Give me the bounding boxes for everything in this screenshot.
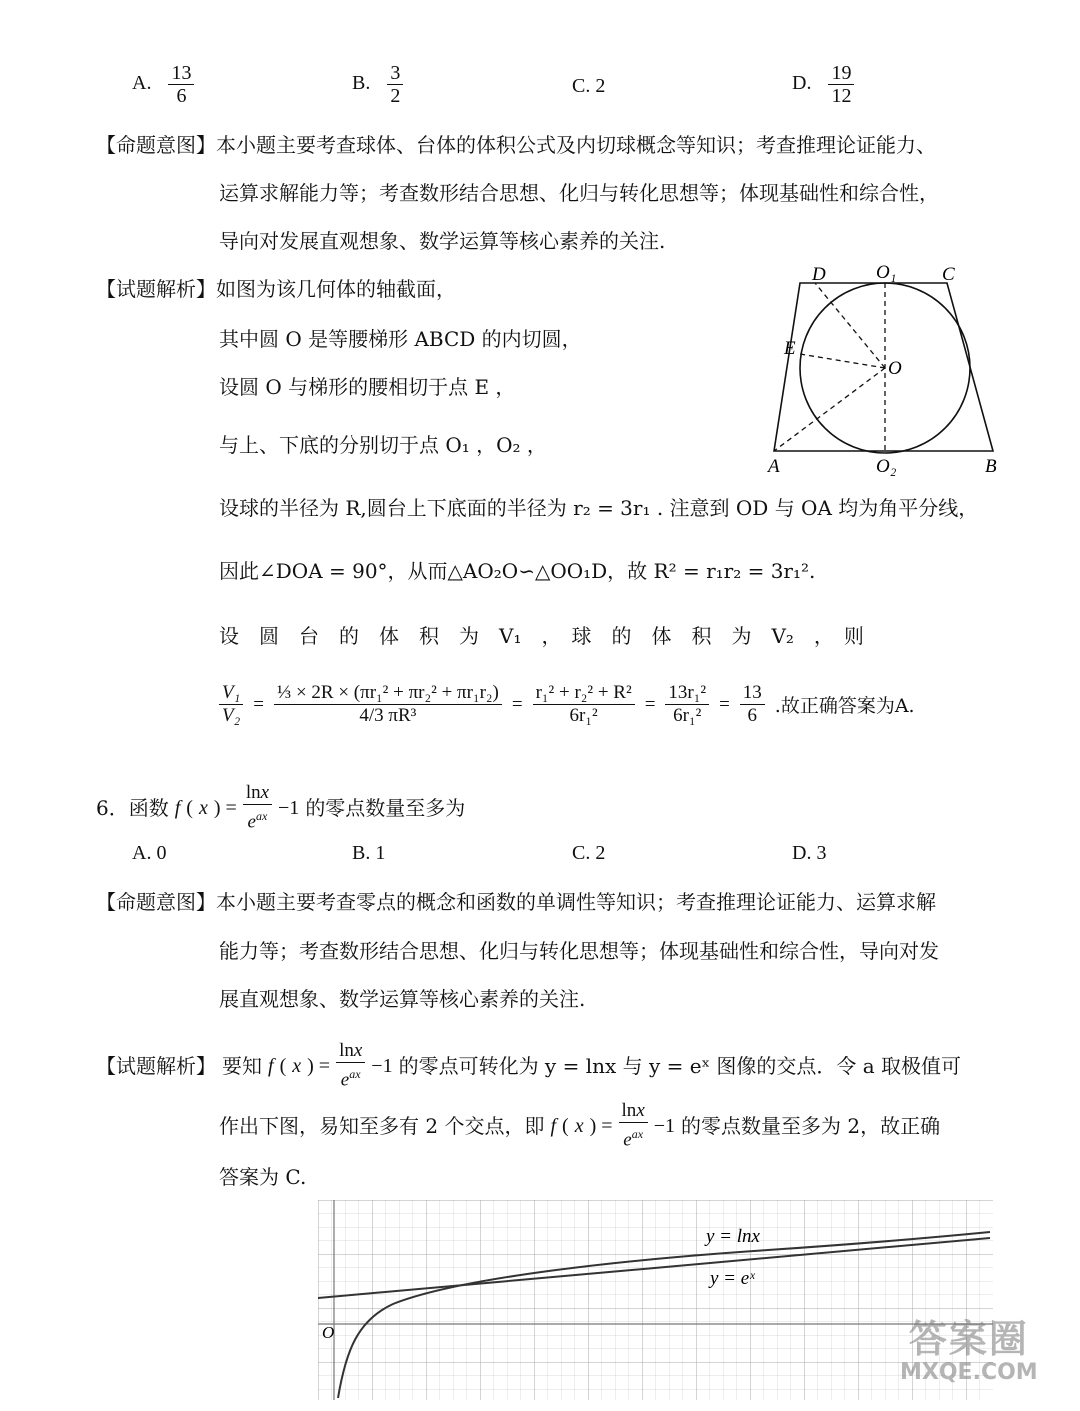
option-a: A. $\frac{13}{6}$ xyxy=(132,62,194,107)
option-d: D. $\frac{19}{12}$ xyxy=(792,62,854,107)
trapezoid-incircle-figure xyxy=(760,258,1010,480)
q5-analysis-line-7: 设 圆 台 的 体 积 为 V₁ ， 球 的 体 积 为 V₂ ， 则 xyxy=(219,624,864,648)
q5-intent-line-2: 运算求解能力等；考查数形结合思想、化归与转化思想等；体现基础性和综合性， xyxy=(219,181,939,205)
q5-analysis-line-5: 设球的半径为 R,圆台上下底面的半径为 r₂ = 3r₁ . 注意到 OD 与 OA 均为角平分线， xyxy=(219,496,979,520)
q6-option-b: B. 1 xyxy=(352,842,386,864)
q5-intent-line-3: 导向对发展直观想象、数学运算等核心素养的关注. xyxy=(219,229,666,253)
q6-analysis-line-2: 作出下图，易知至多有 2 个交点，即 f ( x ) = $\frac{\ln x}{e^{ax}}$ −1 的零点数量至多为 2，故正确 xyxy=(219,1100,941,1151)
q6-intent-line-3: 展直观想象、数学运算等核心素养的关注. xyxy=(219,987,586,1011)
segment-oe xyxy=(800,354,885,368)
q6-analysis-line-3: 答案为 C. xyxy=(219,1165,307,1189)
q6-analysis-line-1: 【试题解析】 要知 f ( x ) = $\frac{\ln x}{e^{ax}}$ −1 的零点可转化为 y = lnx 与 y = eˣ 图像的交点．令 a 取极值可 xyxy=(96,1040,962,1091)
q6-option-c: C. 2 xyxy=(572,842,606,864)
watermark-logo: 答案圈 MXQE.COM xyxy=(900,1317,1038,1385)
q5-analysis-line-4: 与上、下底的分别切于点 O₁ ，O₂ ， xyxy=(219,433,547,457)
q6-option-d: D. 3 xyxy=(792,842,827,864)
q5-analysis-line-1: 【试题解析】如图为该几何体的轴截面， xyxy=(96,277,456,301)
label-y-lnx: y = lnx xyxy=(706,1226,760,1247)
q6-intent-line-2: 能力等；考查数形结合思想、化归与转化思想等；体现基础性和综合性，导向对发 xyxy=(219,939,939,963)
q5-analysis-line-2: 其中圆 O 是等腰梯形 ABCD 的内切圆， xyxy=(219,327,582,351)
segment-od xyxy=(815,283,885,368)
q6-option-a: A. 0 xyxy=(132,842,167,864)
volume-ratio-formula: $\frac{\text{V₁}}{\text{V₂}}$ = $\frac{\text{⅓ × 2R × (πr₁² + πr₂² + πr₁r₂)}}{\text{4/3 πR³}}$ = $\frac{\text{r₁² + r₂² + R²}}{\text{6r₁²}}$ = $\frac{\text{13r₁²}}{\text{6r₁²}}$ = $\frac{13}{6}$ .故正确答案为A. xyxy=(219,682,915,727)
q6-stem: 6．函数 f ( x ) = $\frac{\ln x}{e^{ax}}$ −1 的零点数量至多为 xyxy=(96,782,466,833)
label-b: B xyxy=(985,456,997,477)
q5-intent-line-1: 【命题意图】本小题主要考查球体、台体的体积公式及内切球概念等知识；考查推理论证能力、 xyxy=(96,133,936,157)
option-b: B. $\frac{3}{2}$ xyxy=(352,62,403,107)
label-y-ex: y = eˣ xyxy=(710,1268,755,1289)
label-c: C xyxy=(942,264,955,285)
intersection-graph xyxy=(318,1200,993,1400)
option-c: C. 2 xyxy=(572,75,606,97)
graph-grid xyxy=(318,1200,993,1400)
label-a: A xyxy=(768,456,780,477)
label-o2: O₂ xyxy=(876,456,897,477)
label-o1: O₁ xyxy=(876,262,897,283)
q6-intent-line-1: 【命题意图】本小题主要考查零点的概念和函数的单调性等知识；考查推理论证能力、运算求解 xyxy=(96,890,936,914)
q5-analysis-line-6: 因此∠DOA = 90°，从而△AO₂O∽△OO₁D，故 R² = r₁r₂ = 3r₁². xyxy=(219,559,816,583)
label-d: D xyxy=(812,264,826,285)
label-o: O xyxy=(888,358,902,379)
q5-analysis-line-3: 设圆 O 与梯形的腰相切于点 E ， xyxy=(219,375,516,399)
segment-oa xyxy=(774,368,885,451)
label-e: E xyxy=(784,338,796,359)
origin-label: O xyxy=(322,1323,335,1342)
